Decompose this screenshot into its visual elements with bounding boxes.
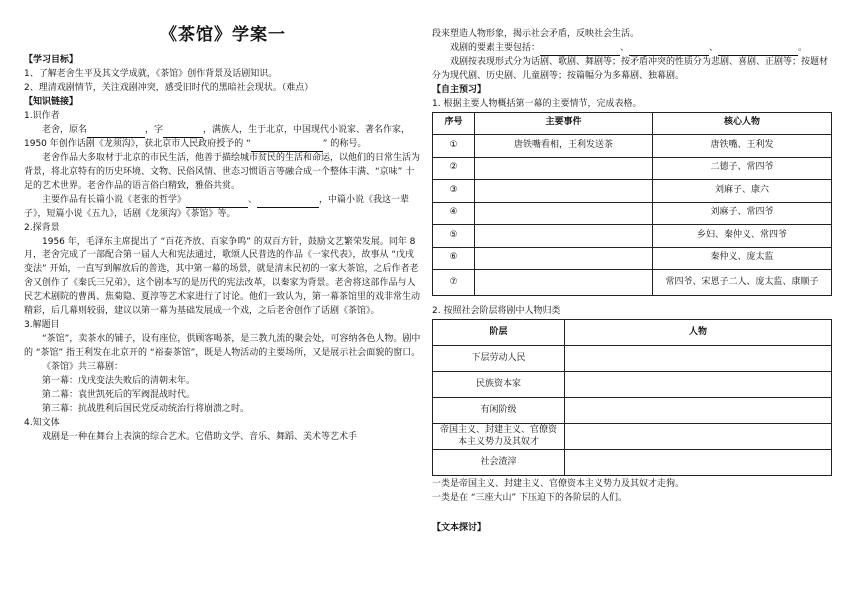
class-people-cell[interactable] (565, 398, 832, 424)
author-paragraph-1: 老舍，原名 ，字 ，满族人，生于北京，中国现代小说家、著名作家，1950 年创作话剧《龙须沟》，获北京市人民政府授予的 “ ” 的称号。 (24, 124, 422, 152)
table-row: ④ 刘麻子、常四爷 (433, 202, 832, 225)
table-row: 民族资本家 (433, 372, 832, 398)
plot-table (432, 112, 832, 297)
class-table-header-people: 人物 (565, 320, 832, 346)
element-blank-2[interactable] (629, 45, 709, 56)
table-row: ③ 刘麻子、康六 (433, 180, 832, 203)
preview-heading: 【自主预习】 (432, 84, 487, 95)
element-blank-3[interactable] (718, 45, 798, 56)
question-2: 2. 按照社会阶层将剧中人物归类 (432, 306, 561, 317)
class-table (432, 319, 832, 476)
original-name-blank[interactable] (87, 127, 145, 138)
table-row: ⑤ 乡妇、秦仲义、常四爷 (433, 225, 832, 248)
plot-table-header-no: 序号 (433, 112, 475, 135)
author-paragraph-3: 主要作品有长篇小说《老张的哲学》 、 ，中篇小说《我这一辈子》，短篇小说《五九》，话剧《龙须沟》《茶馆》等。 (24, 194, 410, 219)
act-3: 第三幕：抗战胜利后国民党反动统治行将崩溃之时。 (42, 403, 250, 414)
note-1: 一类是帝国主义、封建主义、官僚资本主义势力及其奴才走狗。 (432, 479, 685, 490)
title-heading: 3.解题目 (24, 320, 60, 331)
honorary-title-blank[interactable] (251, 141, 323, 152)
title-paragraph: “茶馆”，卖茶水的铺子，设有座位，供顾客喝茶，是三教九流的聚会处，可容纳各色人物。剧中的 “茶馆” 指王利发在北京开的 “裕泰茶馆”，既是人物活动的主要场所，又是展示社会面貌的窗口。 (24, 334, 421, 359)
drama-classification: 戏剧按表现形式分为话剧、歌剧、舞剧等；按矛盾冲突的性质分为悲剧、喜剧、正剧等；按题材分为现代剧、历史剧、儿童剧等；按篇幅分为多幕剧、独幕剧。 (432, 56, 829, 81)
class-people-cell[interactable] (565, 346, 832, 372)
act-2: 第二幕：袁世凯死后的军阀混战时代。 (42, 389, 196, 400)
background-heading: 2.探背景 (24, 222, 60, 233)
style-heading: 4.知文体 (24, 417, 60, 428)
knowledge-heading: 【知识链接】 (24, 97, 79, 108)
question-1: 1. 根据主要人物概括第一幕的主要情节，完成表格。 (432, 98, 642, 109)
left-column (24, 0, 422, 445)
plot-table-header-event: 主要事件 (475, 112, 653, 135)
table-row: ⑦ 常四爷、宋恩子二人、庞太监、康顺子 (433, 270, 832, 296)
author-paragraph-2: 老舍作品大多取材于北京的市民生活，他善于描绘城市贫民的生活和命运，以他们的日常生活为背景，将北京特有的历史环境、文物、民俗风情、世态习惯语言等融合成一个整体丰满、“京味” 十足的艺术世界。老舍作品的语言俗白精致，雅俗共赏。 (24, 152, 421, 191)
note-2: 一类是在 “三座大山” 下压迫下的各阶层的人们。 (432, 493, 628, 503)
goals-heading: 【学习目标】 (24, 55, 79, 66)
class-table-header-class: 阶层 (433, 320, 565, 346)
author-heading: 1.识作者 (24, 111, 60, 122)
class-people-cell[interactable] (565, 450, 832, 476)
novel-blank-1[interactable] (186, 197, 248, 208)
style-paragraph-continued: 段来塑造人物形象，揭示社会矛盾，反映社会生活。 (432, 29, 640, 39)
novel-blank-2[interactable] (257, 197, 319, 208)
goal-item-1: 1、了解老舍生平及其文学成就，《茶馆》创作背景及话剧知识。 (24, 69, 278, 80)
table-row: 有闲阶级 (433, 398, 832, 424)
element-blank-1[interactable] (540, 45, 620, 56)
table-row: 下层劳动人民 (433, 346, 832, 372)
class-people-cell[interactable] (565, 424, 832, 450)
table-row: ① 唐铁嘴看相，王利发送茶 唐铁嘴、王利发 (433, 135, 832, 158)
right-column (432, 28, 832, 536)
courtesy-name-blank[interactable] (163, 127, 203, 138)
background-paragraph: 1956 年，毛泽东主席提出了 “百花齐放、百家争鸣” 的双百方针，鼓励文艺繁荣发展。同年 8 月，老舍完成了一部配合第一届人大和宪法通过，歌颂人民普选的作品《一家代表》，故事从 “戊戌变法” 开始，一直写到解放后的普选，其中第一幕的场景，就是清末民初的一家大茶馆，之后作者老舍又创作了《秦氏三兄弟》，这个剧本写的是历代的宪法改革，以秦家为背景。老舍将这部作品与人民艺术剧院的曹禺、焦菊隐、夏淳等艺术家进行了讨论。他们一致认为，第一幕茶馆里的戏非常生动精彩，后几幕则较弱，建议以第一幕为基础发展成一个戏，之后老舍创作了话剧《茶馆》。 (24, 236, 421, 317)
table-row: ② 二德子、常四爷 (433, 157, 832, 180)
class-people-cell[interactable] (565, 372, 832, 398)
goal-item-2: 2、理清戏剧情节，关注戏剧冲突，感受旧时代的黑暗社会现状。（难点） (24, 83, 314, 94)
table-row: 帝国主义、封建主义、官僚资本主义势力及其奴才 (433, 424, 832, 450)
table-row: ⑥ 秦仲义、庞太监 (433, 247, 832, 270)
page-title: 《茶馆》学案一 (160, 25, 286, 45)
drama-elements: 戏剧的要素主要包括： 、 、 。 (432, 42, 832, 56)
acts-intro: 《茶馆》共三幕剧： (42, 361, 124, 372)
act-1: 第一幕：戊戌变法失败后的清朝末年。 (42, 375, 196, 386)
table-row: 社会渣滓 (433, 450, 832, 476)
style-paragraph: 戏剧是一种在舞台上表演的综合艺术。它借助文学、音乐、舞蹈、美术等艺术手 (42, 431, 358, 442)
discussion-heading: 【文本探讨】 (432, 522, 487, 533)
plot-table-header-people: 核心人物 (653, 112, 832, 135)
